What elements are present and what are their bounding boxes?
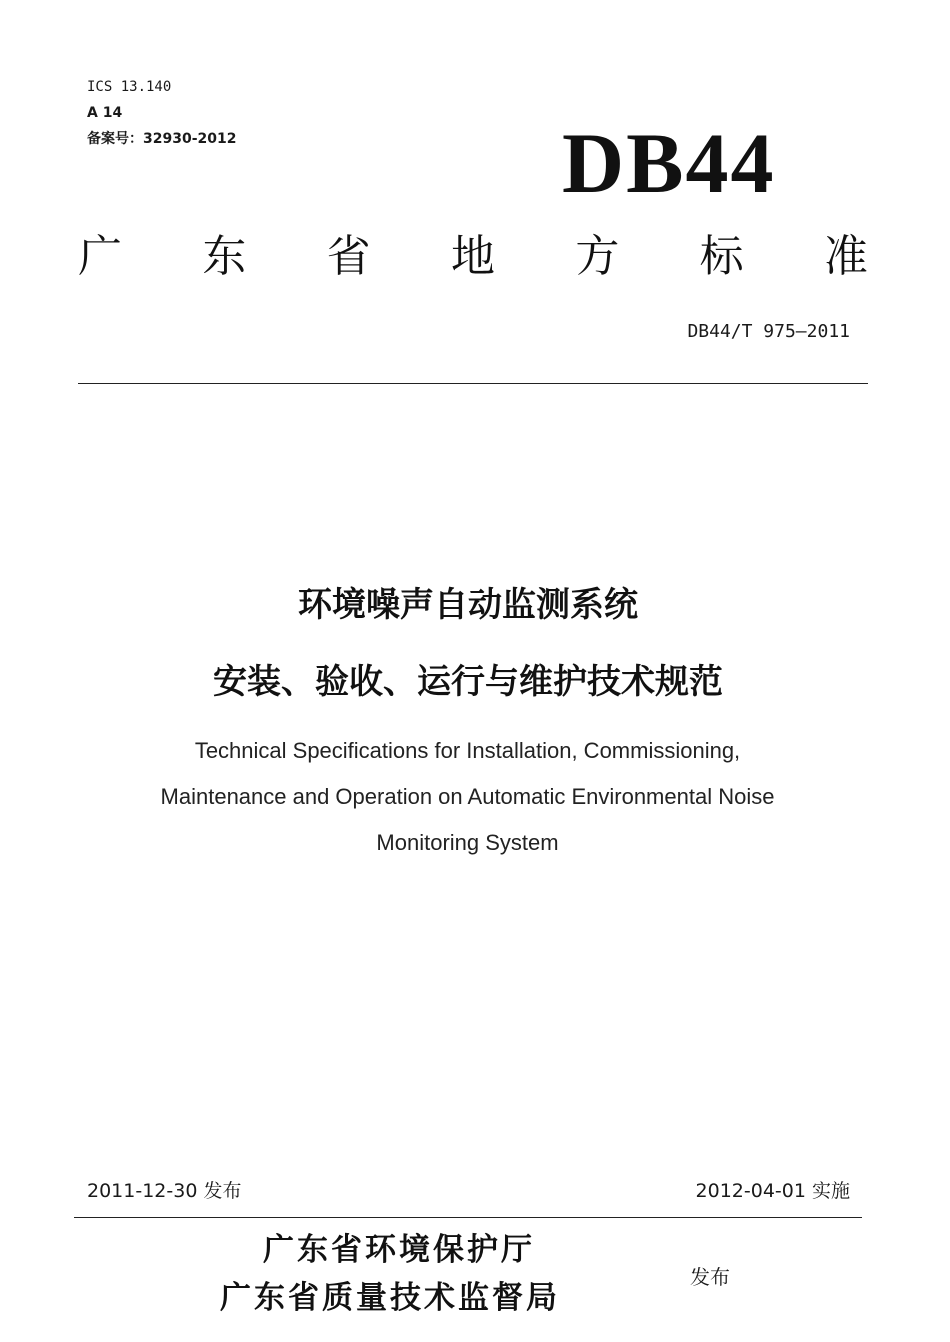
issuer-environment: 广东省环境保护厅 [263, 1232, 535, 1268]
bottom-divider [74, 1217, 862, 1218]
publish-label: 发布 [690, 1265, 730, 1289]
effective-date: 2012-04-01 实施 [695, 1180, 850, 1202]
standard-type-char: 标 [699, 231, 744, 282]
issue-date: 2011-12-30 发布 [87, 1180, 242, 1202]
standard-type-char: 东 [202, 231, 247, 282]
top-divider [78, 383, 868, 384]
standard-type-heading [78, 232, 868, 282]
standard-type-char: 方 [575, 231, 620, 282]
standard-type-char: 地 [450, 231, 495, 282]
issuer-quality: 广东省质量技术监督局 [220, 1280, 560, 1316]
title-en-line2: Maintenance and Operation on Automatic Environmental Noise [160, 784, 775, 809]
ics-code: ICS 13.140 [87, 79, 172, 95]
standard-type-char: 广 [78, 231, 122, 282]
standard-type-char: 准 [823, 231, 868, 282]
document-code: DB44/T 975—2011 [687, 321, 850, 342]
title-cn-line2: 安装、验收、运行与维护技术规范 [213, 662, 723, 702]
record-number: 备案号：32930-2012 [87, 131, 237, 147]
title-en-line1: Technical Specifications for Installation, Commissioning, [194, 738, 741, 763]
standard-type-char: 省 [326, 231, 371, 282]
category-code: A 14 [87, 105, 123, 121]
db44-logo: DB44 [562, 115, 776, 211]
title-en-line3: Monitoring System [376, 830, 559, 855]
title-cn-line1: 环境噪声自动监测系统 [298, 585, 638, 625]
